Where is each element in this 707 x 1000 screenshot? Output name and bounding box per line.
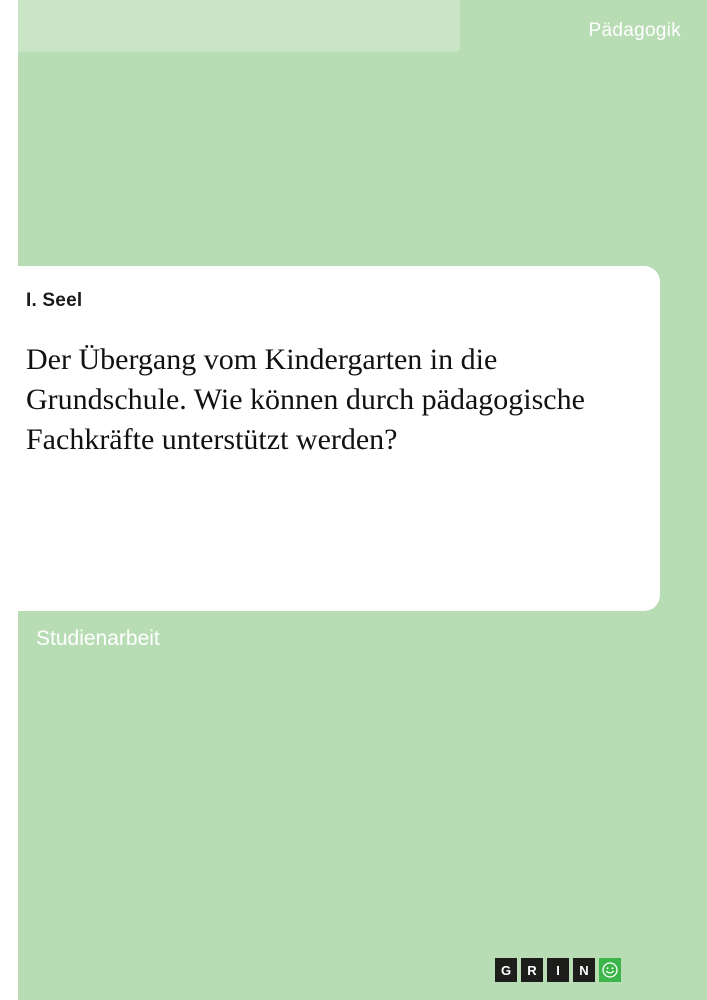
grin-logo <box>495 958 621 982</box>
logo-letter-g: G <box>495 958 517 982</box>
logo-letter-n: N <box>573 958 595 982</box>
cover-top-band-inner <box>18 0 460 50</box>
smiley-face-icon <box>599 958 621 982</box>
author-name: I. Seel <box>26 290 83 311</box>
title-card <box>0 266 660 611</box>
logo-letter-i: I <box>547 958 569 982</box>
document-type-label: Studienarbeit <box>36 627 160 650</box>
logo-letter-r: R <box>521 958 543 982</box>
category-label: Pädagogik <box>588 20 681 41</box>
page-title: Der Übergang vom Kindergarten in die Grundschule. Wie können durch pädagogische Fachkräfte unterstützt werden? <box>26 343 585 456</box>
